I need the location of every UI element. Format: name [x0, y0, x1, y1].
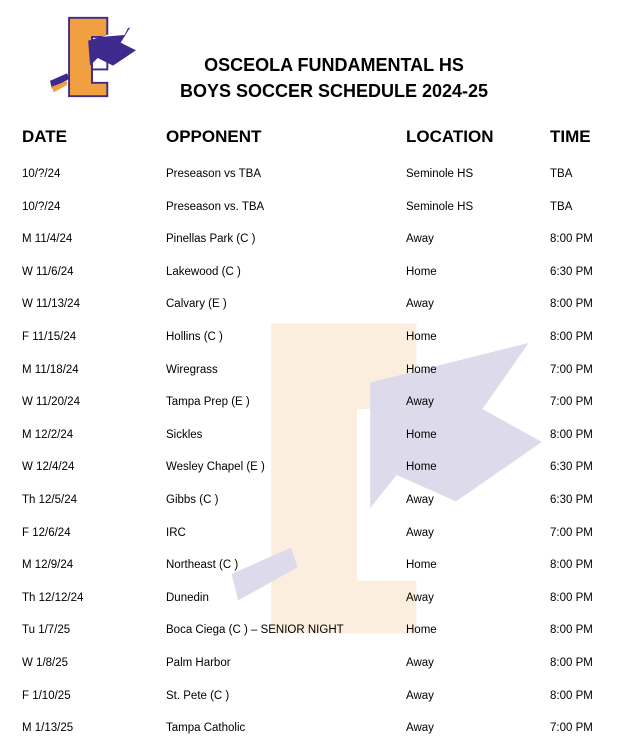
- game-date: Th 12/5/24: [22, 494, 77, 506]
- game-time: 8:00 PM: [550, 624, 593, 637]
- game-date: W 11/20/24: [22, 396, 80, 409]
- game-opponent: Preseason vs. TBA: [166, 200, 265, 213]
- game-location: Seminole HS: [406, 168, 474, 180]
- school-name: OSCEOLA FUNDAMENTAL HS: [204, 55, 464, 75]
- game-time: 8:00 PM: [550, 331, 593, 343]
- game-date: W 11/13/24: [22, 298, 80, 311]
- game-date: M 11/18/24: [22, 363, 79, 376]
- game-time: 8:00 PM: [550, 591, 593, 604]
- game-location: Home: [406, 265, 437, 278]
- table-row: [0, 690, 632, 710]
- table-row: [0, 494, 632, 514]
- game-time: 6:30 PM: [550, 461, 593, 474]
- game-time: 6:30 PM: [550, 494, 593, 506]
- game-location: Away: [406, 722, 434, 735]
- game-time: 7:00 PM: [550, 526, 593, 539]
- game-time: 8:00 PM: [550, 657, 593, 669]
- table-row: [0, 429, 632, 449]
- game-date: W 11/6/24: [22, 265, 74, 278]
- school-logo: [44, 14, 140, 100]
- game-date: F 11/15/24: [22, 331, 77, 343]
- game-location: Home: [406, 624, 437, 637]
- game-opponent: Wiregrass: [166, 363, 218, 376]
- game-location: Seminole HS: [406, 200, 474, 213]
- game-time: 8:00 PM: [550, 559, 593, 572]
- table-row: [0, 559, 632, 579]
- game-opponent: Northeast (C ): [166, 559, 239, 572]
- game-date: M 1/13/25: [22, 722, 74, 735]
- game-location: Away: [406, 591, 434, 604]
- table-row: [0, 624, 632, 644]
- game-opponent: Preseason vs TBA: [166, 168, 262, 180]
- game-location: Away: [406, 298, 434, 311]
- column-header-location: LOCATION: [406, 127, 494, 146]
- game-location: Home: [406, 461, 437, 474]
- game-location: Away: [406, 526, 434, 539]
- schedule-title: BOYS SOCCER SCHEDULE 2024-25: [179, 81, 489, 101]
- table-row: [0, 722, 632, 742]
- table-row: [0, 331, 632, 351]
- game-location: Home: [406, 559, 437, 572]
- game-opponent: Wesley Chapel (E ): [166, 461, 265, 474]
- table-row: [0, 233, 632, 253]
- game-time: 7:00 PM: [550, 396, 593, 409]
- table-row: [0, 657, 632, 677]
- game-opponent: Tampa Catholic: [166, 722, 246, 735]
- game-location: Away: [406, 396, 434, 409]
- game-opponent: IRC: [166, 526, 186, 539]
- game-opponent: Lakewood (C ): [166, 265, 241, 278]
- game-opponent: Calvary (E ): [166, 298, 227, 311]
- table-row: [0, 168, 632, 188]
- game-date: Th 12/12/24: [22, 591, 84, 604]
- table-row: [0, 266, 632, 286]
- game-location: Away: [406, 233, 434, 246]
- game-time: 6:30 PM: [550, 265, 593, 278]
- game-date: W 1/8/25: [22, 657, 69, 669]
- game-time: 8:00 PM: [550, 233, 593, 246]
- game-time: 8:00 PM: [550, 689, 593, 702]
- game-location: Home: [406, 428, 437, 441]
- game-date: W 12/4/24: [22, 461, 75, 474]
- table-row: [0, 461, 632, 481]
- game-time: 7:00 PM: [550, 363, 593, 376]
- game-opponent: St. Pete (C ): [166, 689, 230, 702]
- game-time: 8:00 PM: [550, 428, 593, 441]
- game-date: Tu 1/7/25: [22, 624, 71, 637]
- game-opponent: Dunedin: [166, 591, 209, 604]
- game-opponent: Pinellas Park (C ): [166, 233, 256, 246]
- game-time: TBA: [550, 168, 573, 180]
- game-location: Home: [406, 363, 437, 376]
- game-date: M 12/9/24: [22, 559, 74, 572]
- column-header-time: TIME: [550, 127, 591, 146]
- game-location: Away: [406, 689, 434, 702]
- game-date: M 11/4/24: [22, 233, 73, 246]
- game-time: 8:00 PM: [550, 298, 593, 311]
- game-date: F 12/6/24: [22, 526, 71, 539]
- game-location: Away: [406, 657, 434, 669]
- game-opponent: Sickles: [166, 428, 203, 441]
- table-row: [0, 364, 632, 384]
- game-opponent: Palm Harbor: [166, 657, 231, 669]
- game-opponent: Tampa Prep (E ): [166, 396, 250, 409]
- column-header-date: DATE: [22, 127, 68, 146]
- game-opponent: Gibbs (C ): [166, 494, 219, 506]
- game-date: F 1/10/25: [22, 689, 71, 702]
- game-time: TBA: [550, 200, 573, 213]
- table-row: [0, 527, 632, 547]
- table-row: [0, 298, 632, 318]
- game-opponent: Hollins (C ): [166, 331, 223, 343]
- game-location: Away: [406, 494, 434, 506]
- game-date: 10/?/24: [22, 168, 61, 180]
- game-opponent: Boca Ciega (C ) – SENIOR NIGHT: [166, 624, 344, 637]
- table-row: [0, 396, 632, 416]
- game-date: 10/?/24: [22, 200, 61, 213]
- game-location: Home: [406, 331, 437, 343]
- column-header-opponent: OPPONENT: [166, 127, 262, 146]
- game-time: 7:00 PM: [550, 722, 593, 735]
- game-date: M 12/2/24: [22, 428, 74, 441]
- table-row: [0, 592, 632, 612]
- table-row: [0, 201, 632, 221]
